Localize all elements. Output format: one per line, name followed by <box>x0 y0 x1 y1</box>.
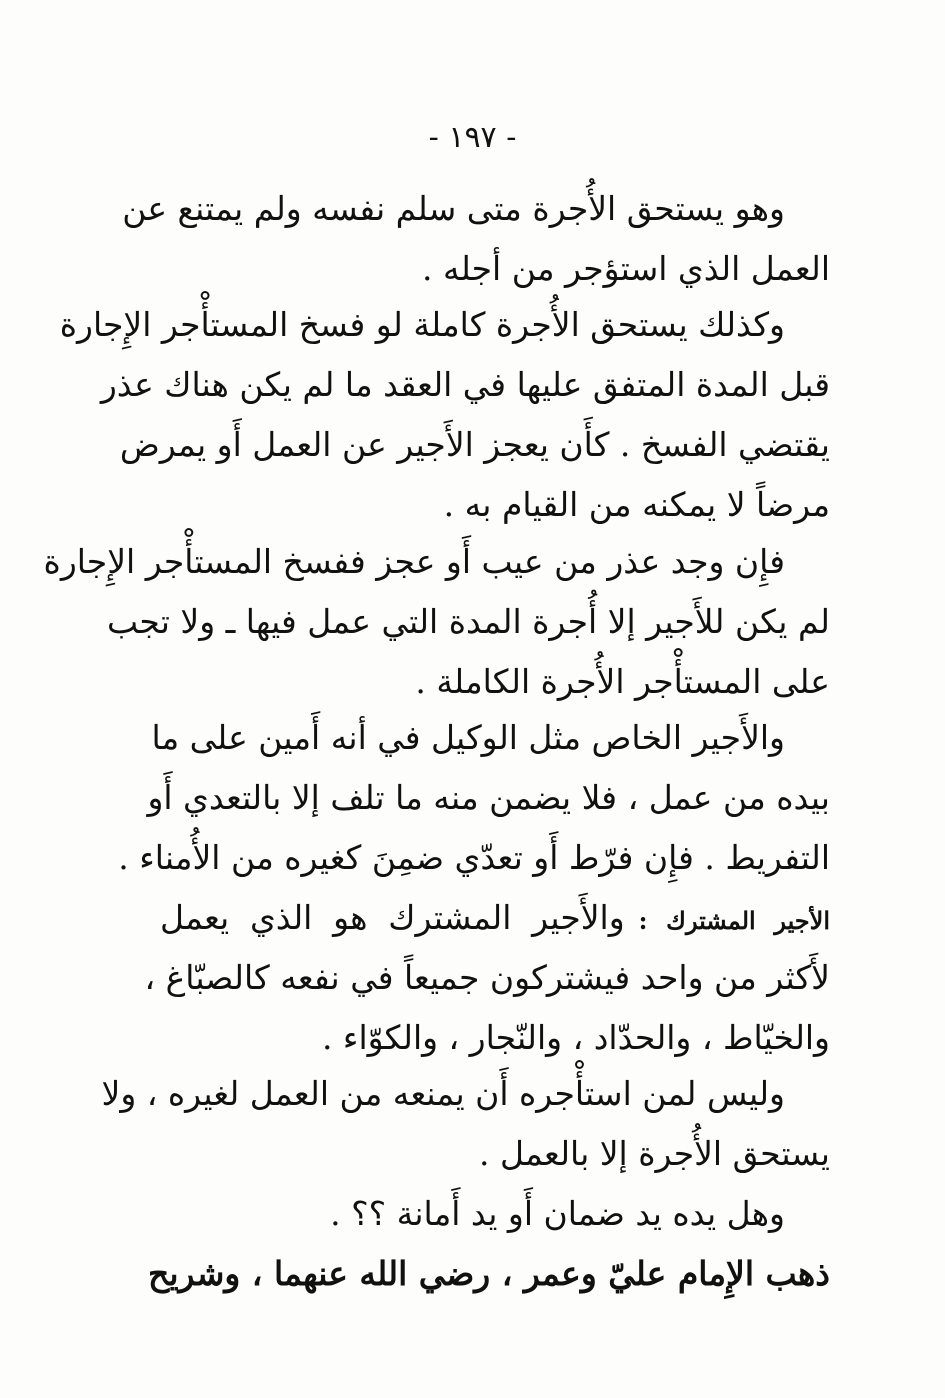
text-line: مرضاً لا يمكنه من القيام به . <box>443 485 830 524</box>
text-line: التفريط . فإِن فرّط أَو تعدّي ضمِنَ كغيره من الأُمناء . <box>118 838 830 877</box>
text-line: يستحق الأُجرة إلا بالعمل . <box>478 1134 830 1173</box>
text-line: والخيّاط ، والحدّاد ، والنّجار ، والكوّاء . <box>321 1018 830 1057</box>
side-label: الأجير المشترك : <box>638 906 831 935</box>
text-line: وليس لمن استأْجره أَن يمنعه من العمل لغيره ، ولا <box>101 1074 785 1113</box>
text-line: لأَكثر من واحد فيشتركون جميعاً في نفعه كالصبّاغ ، <box>144 958 830 997</box>
text-line: العمل الذي استؤجر من أجله . <box>422 249 830 288</box>
text-line: وكذلك يستحق الأُجرة كاملة لو فسخ المستأْجر الإِجارة <box>59 305 785 344</box>
text-line: وهو يستحق الأُجرة متى سلم نفسه ولم يمتنع عن <box>122 189 785 228</box>
text-line: ذهب الإِمام عليّ وعمر ، رضي الله عنهما ، وشريح <box>148 1254 830 1293</box>
text-line: فإِن وجد عذر من عيب أَو عجز ففسخ المستأْجر الإِجارة <box>43 542 785 581</box>
text-line: يقتضي الفسخ . كأَن يعجز الأَجير عن العمل أَو يمرض <box>119 425 830 464</box>
text-line: والأَجير الخاص مثل الوكيل في أنه أَمين على ما <box>151 718 785 757</box>
text-line: بيده من عمل ، فلا يضمن منه ما تلف إلا بالتعدي أَو <box>147 778 830 817</box>
text-line: قبل المدة المتفق عليها في العقد ما لم يكن هناك عذر <box>100 365 830 404</box>
page-number: - ١٩٧ - <box>428 120 517 155</box>
text-line: على المستأْجر الأُجرة الكاملة . <box>415 662 830 701</box>
text-line-with-label <box>160 896 830 943</box>
text-line: والأَجير المشترك هو الذي يعمل <box>160 898 625 937</box>
text-line: وهل يده يد ضمان أَو يد أَمانة ؟؟ . <box>330 1194 785 1233</box>
text-line: لم يكن للأَجير إلا أُجرة المدة التي عمل فيها ـ ولا تجب <box>107 602 830 641</box>
